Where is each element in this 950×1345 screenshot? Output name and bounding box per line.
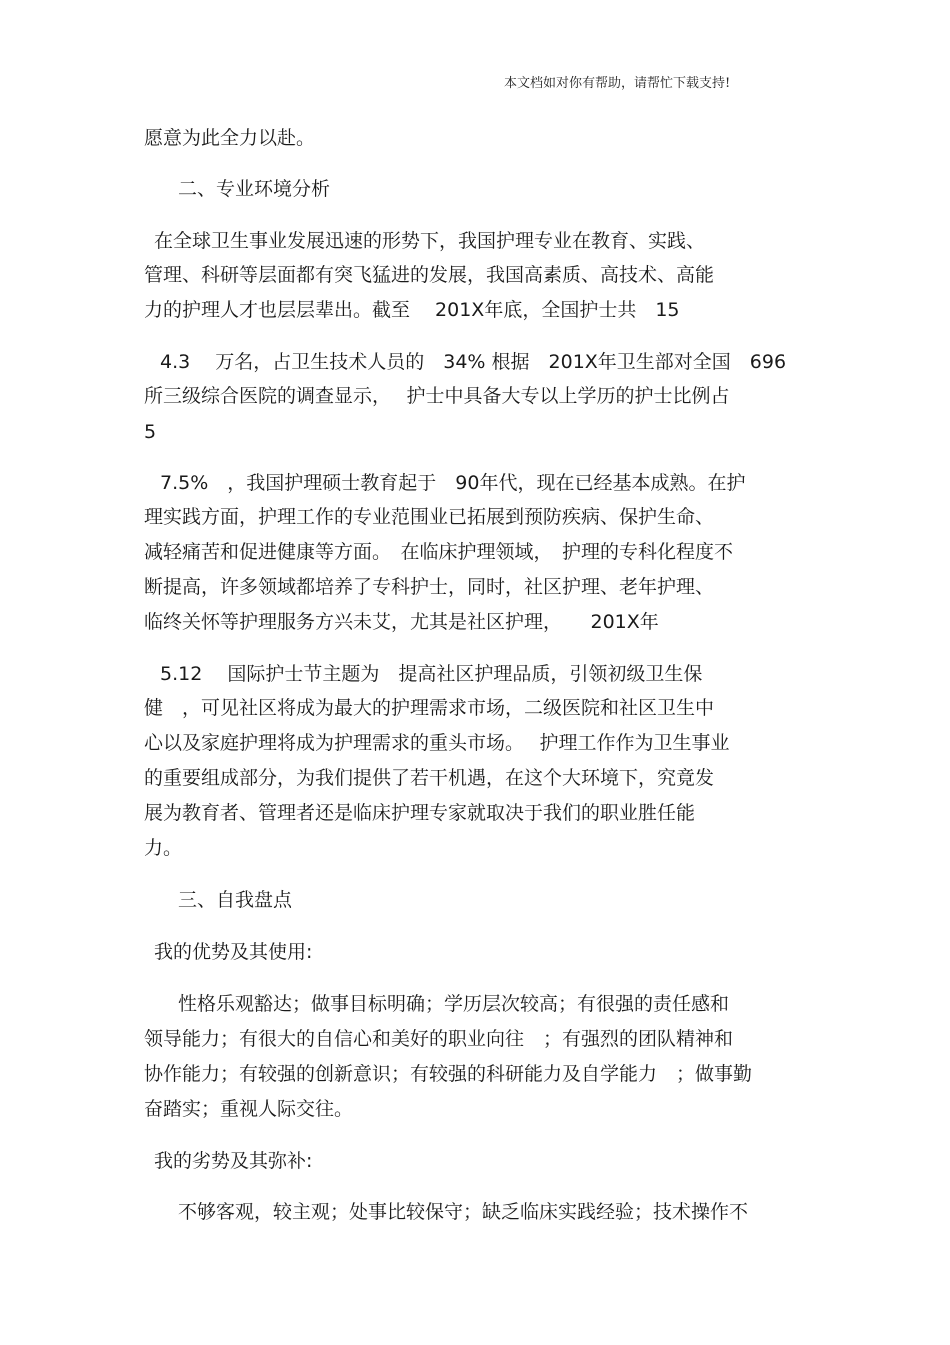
text-line: 性格乐观豁达；做事目标明确；学历层次较高；有很强的责任感和 bbox=[178, 993, 730, 1015]
text-line: 断提高，许多领域都培养了专科护士，同时，社区护理、老年护理、 bbox=[144, 576, 715, 598]
text-line: 7.5% ，我国护理硕士教育起于 90年代，现在已经基本成熟。在护 bbox=[160, 472, 746, 494]
text-line: 心以及家庭护理将成为护理需求的重头市场。 护理工作作为卫生事业 bbox=[144, 732, 730, 754]
text-line: 健 ，可见社区将成为最大的护理需求市场，二级医院和社区卫生中 bbox=[144, 697, 715, 719]
text-line: 临终关怀等护理服务方兴未艾，尤其是社区护理， 201X年 bbox=[144, 611, 659, 633]
text-line: 力的护理人才也层层辈出。截至 201X年底，全国护士共 15 bbox=[144, 299, 680, 321]
text-line: 愿意为此全力以赴。 bbox=[144, 127, 316, 149]
text-line: 管理、科研等层面都有突飞猛进的发展，我国高素质、高技术、高能 bbox=[144, 264, 715, 286]
subheading-strengths: 我的优势及其使用: bbox=[154, 941, 313, 963]
text-line: 5.12 国际护士节主题为 提高社区护理品质，引领初级卫生保 bbox=[160, 663, 703, 685]
text-line: 在全球卫生事业发展迅速的形势下，我国护理专业在教育、实践、 bbox=[154, 230, 706, 252]
subheading-weaknesses: 我的劣势及其弥补: bbox=[154, 1150, 313, 1172]
section-heading-environment: 二、专业环境分析 bbox=[178, 178, 331, 200]
text-line: 领导能力；有很大的自信心和美好的职业向往 ；有强烈的团队精神和 bbox=[144, 1028, 734, 1050]
text-line: 减轻痛苦和促进健康等方面。 在临床护理领域， 护理的专科化程度不 bbox=[144, 541, 734, 563]
text-line: 所三级综合医院的调查显示， 护士中具备大专以上学历的护士比例占 bbox=[144, 385, 730, 407]
text-line: 4.3 万名，占卫生技术人员的 34% 根据 201X年卫生部对全国 696 bbox=[160, 351, 787, 373]
text-line: 协作能力；有较强的创新意识；有较强的科研能力及自学能力 ；做事勤 bbox=[144, 1063, 753, 1085]
text-line: 奋踏实；重视人际交往。 bbox=[144, 1098, 354, 1120]
text-line: 5 bbox=[144, 421, 157, 443]
text-line: 力。 bbox=[144, 837, 183, 859]
text-line: 展为教育者、管理者还是临床护理专家就取决于我们的职业胜任能 bbox=[144, 802, 696, 824]
text-line: 的重要组成部分，为我们提供了若干机遇，在这个大环境下，究竟发 bbox=[144, 767, 715, 789]
section-heading-self-assessment: 三、自我盘点 bbox=[178, 889, 293, 911]
text-line: 不够客观，较主观；处事比较保守；缺乏临床实践经验；技术操作不 bbox=[178, 1201, 749, 1223]
header-note: 本文档如对你有帮助，请帮忙下载支持! bbox=[504, 76, 731, 91]
text-line: 理实践方面，护理工作的专业范围业已拓展到预防疾病、保护生命、 bbox=[144, 506, 715, 528]
